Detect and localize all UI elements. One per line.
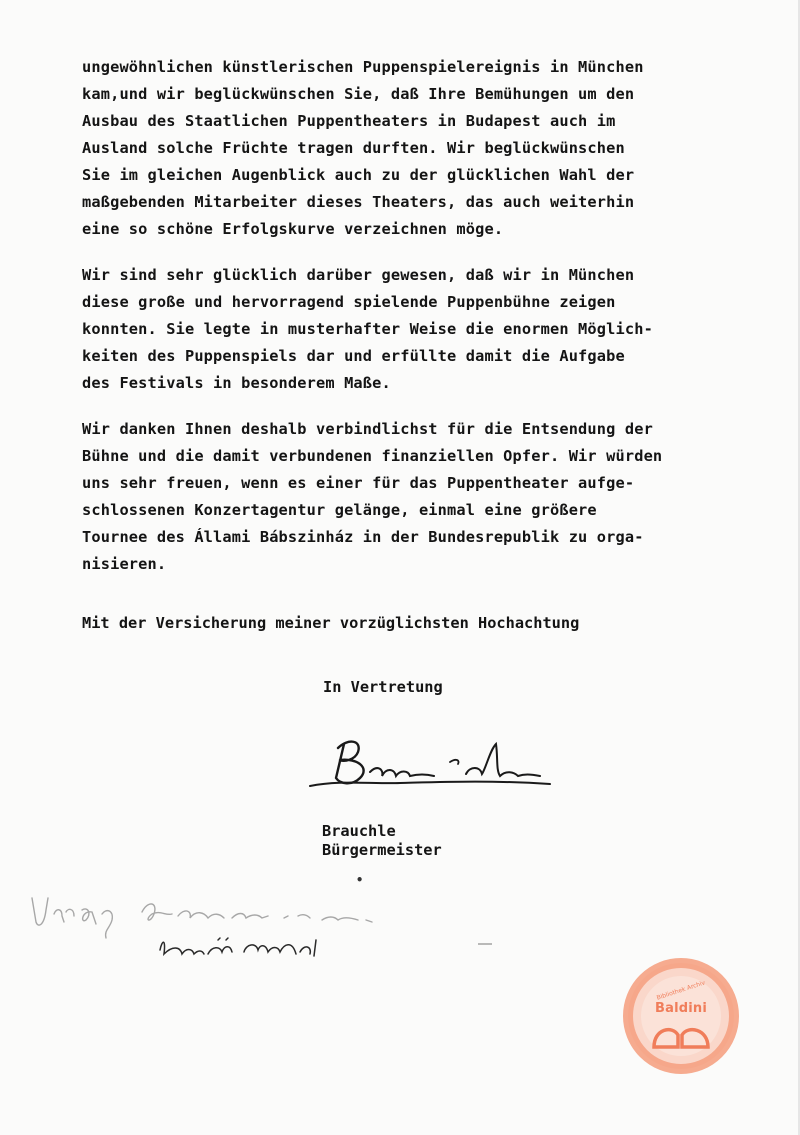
text-line: ungewöhnlichen künstlerischen Puppenspielereignis in München xyxy=(82,58,644,76)
stamp-small-text: Bibliothek Archiv xyxy=(655,979,707,1002)
text-line: diese große und hervorragend spielende Puppenbühne zeigen xyxy=(82,293,616,311)
text-line: schlossenen Konzertagentur gelänge, einmal eine größere xyxy=(82,501,597,519)
ink-speck: • xyxy=(356,873,364,887)
paragraph-1 xyxy=(82,54,782,243)
text-line: nisieren. xyxy=(82,555,167,573)
signer-title: Bürgermeister xyxy=(322,841,442,859)
text-line: des Festivals in besonderem Maße. xyxy=(82,374,391,392)
text-line: Ausland solche Früchte tragen durften. Wir beglückwünschen xyxy=(82,139,625,157)
text-line: kam,und wir beglückwünschen Sie, daß Ihre Bemühungen um den xyxy=(82,85,635,103)
signature-mark xyxy=(300,728,560,798)
text-line: maßgebenden Mitarbeiter dieses Theaters, das auch weiterhin xyxy=(82,193,635,211)
baldini-stamp xyxy=(620,955,742,1077)
text-line: Bühne und die damit verbundenen finanziellen Opfer. Wir würden xyxy=(82,447,663,465)
paragraph-2 xyxy=(82,262,782,397)
text-line: Wir sind sehr glücklich darüber gewesen, daß wir in München xyxy=(82,266,635,284)
handwritten-note xyxy=(22,880,502,990)
paragraph-3 xyxy=(82,416,782,578)
deputy-note: In Vertretung xyxy=(323,678,443,696)
text-line: Ausbau des Staatlichen Puppentheaters in Budapest auch im xyxy=(82,112,616,130)
letter-body xyxy=(82,54,782,597)
text-line: uns sehr freuen, wenn es einer für das Puppentheater aufge- xyxy=(82,474,635,492)
signer-name: Brauchle xyxy=(322,822,396,840)
text-line: Wir danken Ihnen deshalb verbindlichst für die Entsendung der xyxy=(82,420,653,438)
text-line: Tournee des Állami Bábszinház in der Bundesrepublik zu orga- xyxy=(82,528,644,546)
text-line: Sie im gleichen Augenblick auch zu der glücklichen Wahl der xyxy=(82,166,635,184)
text-line: keiten des Puppenspiels dar und erfüllte damit die Aufgabe xyxy=(82,347,625,365)
text-line: konnten. Sie legte in musterhafter Weise die enormen Möglich- xyxy=(82,320,653,338)
text-line: eine so schöne Erfolgskurve verzeichnen möge. xyxy=(82,220,504,238)
closing-greeting: Mit der Versicherung meiner vorzüglichsten Hochachtung xyxy=(82,614,580,632)
stamp-label: Baldini xyxy=(654,1001,707,1016)
